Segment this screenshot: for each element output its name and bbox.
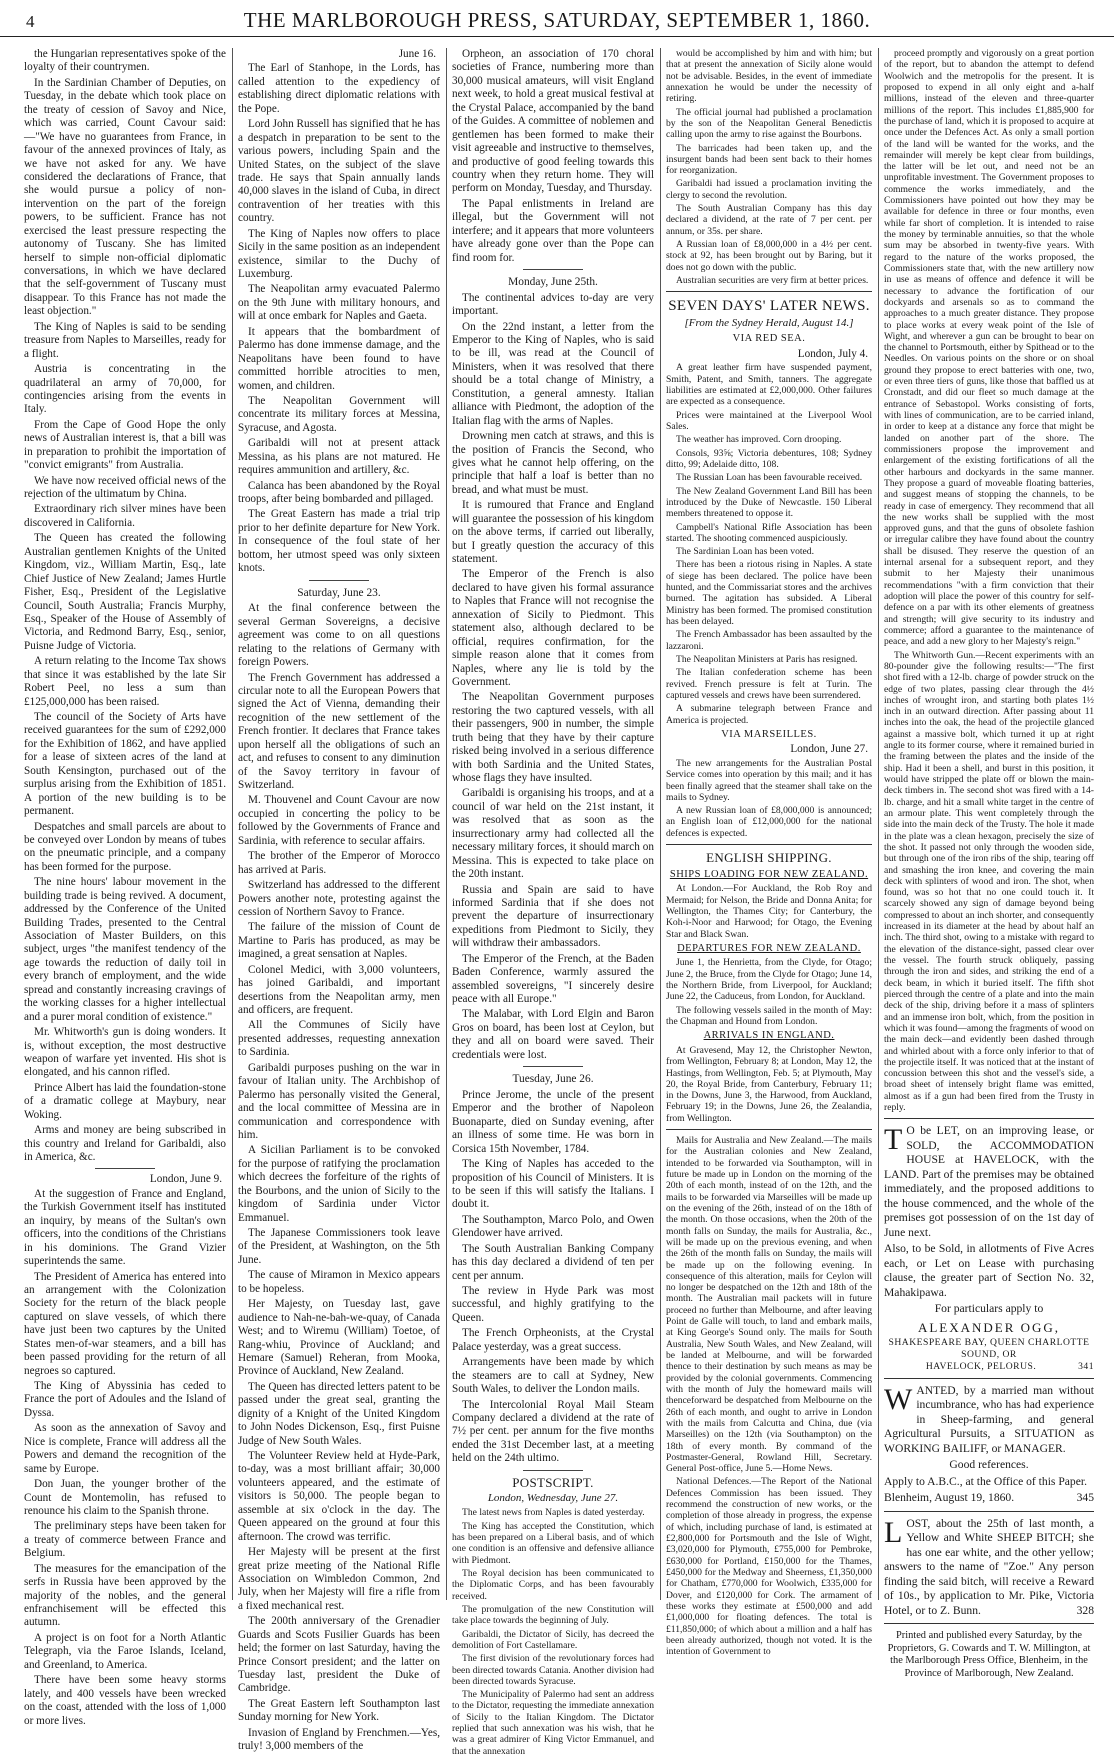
article-paragraph: The council of the Society of Arts have received guarantees for the sum of £292,000 for the Exhibition of 1862, and have applied for a lease of sixteen acres of the land at South Kensington, purchased out of the surplus arising from the Exhibition of 1851. A portion of the new building is to be permanent.: [24, 711, 226, 818]
article-paragraph: Garibaldi is organising his troops, and at a council of war held on the 21st instant, it was resolved that as soon as the insurrectionary army had collected all the necessary military forces, it should march on Messina. This is expected to take place on the 20th instant.: [452, 787, 654, 881]
article-paragraph: It is rumoured that France and England will guarantee the possession of his kingdom on the above terms, if carried out liberally, but I greatly question the accuracy of this statement.: [452, 499, 654, 565]
article-paragraph: Drowning men catch at straws, and this is the position of Francis the Second, who gives what he cannot help offering, on the principle that half a loaf is better than no bread, and what must be must.: [452, 430, 654, 496]
article-paragraph: Mr. Whitworth's gun is doing wonders. It is, without exception, the most destructive weapon of warfare yet invented. His shot is elongated, and his cannon rifled.: [24, 1026, 226, 1079]
advertisement-lost-sheep-bitch: [884, 1517, 1094, 1618]
article-paragraph: The 200th anniversary of the Grenadier Guards and Scots Fusilier Guards has been held; the former on last Saturday, having the Prince Consort president; and the latter on Tuesday last, president the Duke of Cambridge.: [238, 1615, 440, 1695]
article-paragraph: Invasion of England by Frenchmen.—Yes, truly! 3,000 members of the: [238, 1726, 440, 1753]
article-paragraph: Despatches and small parcels are about to be conveyed over London by means of tubes on the pneumatic principle, and a company has been formed for the purpose.: [24, 820, 226, 873]
article-paragraph: The Neapolitan Ministers at Paris has resigned.: [676, 653, 858, 665]
divider: [666, 291, 872, 292]
column-3: [452, 48, 654, 1757]
article-paragraph: The South Australian Banking Company has this day declared a dividend of ten per cent per annum.: [452, 1242, 654, 1282]
dateline: Monday, June 25th.: [508, 276, 598, 288]
divider: [523, 269, 583, 270]
subheading: SHIPS LOADING FOR NEW ZEALAND.: [669, 868, 869, 880]
column-5: [884, 48, 1094, 1679]
article-paragraph: The Intercolonial Royal Mail Steam Company declared a dividend at the rate of 7½ per cent. per annum for the five months ended the 31st December last, at a meeting held on the 24th ultimo.: [452, 1398, 654, 1465]
ad-text: OST, about the 25th of last month, a Yellow and White SHEEP BITCH; she has one ear white, and the other yellow; answers to the name of "Zoe." Any person finding the said bitch, will receive a Reward of 10s., by application to Mr. Pike, Victoria Hotel, or to Z. Bunn.: [884, 1516, 1094, 1617]
article-paragraph: Prince Albert has laid the foundation-stone of a dramatic college at Maybury, near Woking.: [24, 1081, 226, 1121]
article-paragraph: At the final conference between the several German Sovereigns, a decisive agreement was come to on all questions relating to the relations of Germany with foreign Powers.: [238, 602, 440, 669]
article-paragraph: A submarine telegraph between France and America is projected.: [666, 703, 872, 726]
ad-text: O be LET, on an improving lease, or SOLD, the ACCOMMODATION HOUSE at HAVELOCK, with the LAND. Part of the premises may be obtained immediately, and the proposed additions to the house commenced, and the whole of the premises got possession of on the 1st day of June next.: [884, 1124, 1094, 1239]
article-paragraph: National Defences.—The Report of the National Defences Commission has been issued. They recommend the construction of new works, or the completion of those already in progress, the expense of which, including purchase of land, is estimated at £2,800,000 for Portsmouth and the Isle of Wight, £3,020,000 for Plymouth, £755,000 for Pembroke, £630,000 for Portland, £150,000 for the Thames, £450,000 for the Medway and Sheerness, £1,350,000 for Chatham, £770,000 for Woolwich, £335,000 for Dover, and £120,000 for Cork. The armament of these works they estimate at £500,000 and add £1,000,000 for floating defences. The total is £11,850,000; of which about a million and a half has been already authorized, though not voted. It is the intention of Government to: [666, 1476, 872, 1658]
article-paragraph: A return relating to the Income Tax shows that since it was established by the late Sir Robert Peel, no less a sum than £125,000,000 has been raised.: [24, 655, 226, 708]
dateline: London, Wednesday, June 27.: [487, 1492, 619, 1505]
column-rule: [878, 48, 879, 1600]
section-heading: ENGLISH SHIPPING.: [706, 850, 832, 866]
article-paragraph: The Neapolitan Government purposes restoring the two captured vessels, with all their passengers, 900 in number, the simple truth being that they have by their capture risked being involved in a serious difference with both Sardinia and the United States, whose flags they have insulted.: [452, 691, 654, 784]
article-paragraph: Garibaldi will not at present attack Messina, as his plans are not matured. He requires ammunition and artillery, &c.: [238, 437, 440, 477]
advertisement-wanted-bailiff: [884, 1384, 1094, 1506]
article-paragraph: Consols, 93⅝; Victoria debentures, 108; Sydney ditto, 99; Adelaide ditto, 108.: [666, 447, 872, 470]
article-paragraph: Calanca has been abandoned by the Royal troops, after being bombarded and pillaged.: [238, 479, 440, 505]
divider: [884, 1623, 1094, 1624]
article-paragraph: The Malabar, with Lord Elgin and Baron Gros on board, has been lost at Ceylon, but they and all on board were saved. Their credentials were lost.: [452, 1008, 654, 1061]
printer-imprint: Printed and published every Saturday, by the Proprietors, G. Cowards and T. W. Millington, at the Marlborough Press Office, Blenheim, in the Province of Marlborough, New Zealand.: [887, 1630, 1091, 1679]
article-paragraph: The Great Eastern has made a trial trip prior to her definite departure for New York. In consequence of the foul state of her bottom, her utmost speed was only sixteen knots.: [238, 508, 440, 575]
article-paragraph: The French Orpheonists, at the Crystal Palace yesterday, was a great success.: [452, 1327, 654, 1353]
article-paragraph: Mails for Australia and New Zealand.—The mails for the Australian colonies and New Zealand, intended to be forwarded via Southampton, will in future be made up in London on the morning of the 20th of each month, instead of on the 12th, and the mails to be forwarded via Marseilles will be made up on the evening of the 26th, instead of on the 18th of the month. On those occasions, when the 20th of the month falls on Sunday, the mails for Australia, &c., will be made up on the previous evening, and when the 26th of the month falls on Sunday, the mails will be made up on the following evening. In consequence of this alteration, mails for Ceylon will no longer be despatched on the 12th and 18th of the month. The Australian mail packets will in future proceed no further than Melbourne, and after leaving Point de Galle will touch, to land and embark mails, at King George's Sound only. The mails for South Australia, New South Wales, and New Zealand, will be landed at Melbourne, and will be forwarded thence to their destination by such means as may be provided by the colonial governments. Commencing with the month of July the homeward mails will thenceforward be despatched from Melbourne on the 26th of each month, and ought to arrive in London with the mails from Calcutta and China, due (via Marseilles) on the 12th (via Southampton) on the 18th of every month. By command of the Postmaster-General, Rowland Hill, Secretary. General Post-office, June 5.—Home News.: [666, 1135, 872, 1475]
dropcap: T: [884, 1123, 903, 1157]
advertiser-address: [884, 1361, 1094, 1373]
dropcap: W: [884, 1382, 913, 1416]
ad-text: Apply to A.B.C., at the Office of this Paper.: [884, 1474, 1087, 1488]
divider: [666, 1129, 872, 1130]
subheading: ARRIVALS IN ENGLAND.: [703, 1030, 835, 1042]
article-paragraph: Garibaldi had issued a proclamation inviting the clergy to second the revolution.: [666, 178, 872, 201]
article-paragraph: The failure of the mission of Count de Martine to Paris has produced, as may be imagined, a great sensation at Naples.: [238, 921, 440, 961]
article-paragraph: Garibaldi, the Dictator of Sicily, has decreed the demolition of Fort Castellamare.: [452, 1628, 654, 1651]
subheading: VIA RED SEA.: [732, 333, 806, 345]
divider: [884, 1511, 1094, 1512]
article-paragraph: Prince Jerome, the uncle of the present Emperor and the brother of Napoleon Buonaparte, died on Sunday evening, after an illness of some time. He was born in Corsica 15th November, 1784.: [452, 1088, 654, 1155]
article-paragraph: Switzerland has addressed to the different Powers another note, protesting against the cession of Northern Savoy to France.: [238, 879, 440, 918]
article-paragraph: The Neapolitan Government will concentrate its military forces at Messina, Syracuse, and Agosta.: [238, 394, 440, 434]
address-line: HAVELOCK, PELORUS.: [925, 1360, 1037, 1372]
dateline: London, June 9.: [149, 1173, 222, 1186]
article-paragraph: The King has accepted the Constitution, which has been prepared on a Liberal basis, and of which one condition is an offensive and defensive alliance with Piedmont.: [452, 1520, 654, 1566]
article-paragraph: The Whitworth Gun.—Recent experiments with an 80-pounder give the following results:—"The first shot fired with a 12-lb. charge of powder struck on the edge of two plates, passing clear through the 4½ inches of wrought iron, and starting both plates 1½ inch in an outward direction. After passing about 11 inches into the oak, the head of the projectile glanced against a massive bolt, which turned it up at right angle to its former course, where it remained buried in the framing between the plates and the inside of the ship. Had it been a shell, and burst in this position, it would have stripped the plate off or blown the main-deck timbers in. The second shot was fired with a 14-lb. charge, and hit a small white target in the centre of an armour plate. This went completely through the side into the main deck of the Trusty. The hole it made in the plate was a clean hexagon, precisely the size of the shot. It passed not only through the wooden side, but through one of the iron ribs of the ship, tearing off and smashing the iron knee, and covering the main deck with splinters of wood and iron. The shot, when found, was so hot that no one could touch it. It scarcely showed any sign of damage beyond being compressed to about an inch shorter, and consequently increased in its diameter at the head by about half an inch. The third shot, owing to a mistake with regard to the elevation of the distance-sight, passed clear over the vessel. The fourth struck obliquely, passing through the iron and sides, and striking the end of a deck beam, in which it buried itself. The fifth shot pierced through the centre of a plate and into the main deck of the ship, driving before it a mass of splinters and an immense iron bolt, which, from the position in which it was found—among the fragments of wood on the main deck—and evidently been dashed through and whirled about with a force only inferior to that of the projectile itself. It was noticed that at the instant of concussion between this shot and the vessel's side, a broad sheet of intensely bright flame was emitted, almost as if a gun had been fired from the Trusty in reply.: [884, 649, 1094, 1114]
ad-reference-number: 328: [1076, 1603, 1094, 1617]
article-paragraph: The King of Abyssinia has ceded to France the port of Adoules and the Island of Dyssa.: [24, 1380, 226, 1419]
subheading: VIA MARSEILLES.: [721, 728, 817, 740]
article-paragraph: The first division of the revolutionary forces had been directed towards Catania. Another division had been directed towards Syracuse.: [452, 1653, 654, 1687]
article-paragraph: Russia and Spain are said to have informed Sardinia that if she does not prevent the departure of insurrectionary expeditions from Piedmont to Sicily, they will withdraw their ambassadors.: [452, 883, 654, 950]
article-paragraph: A new Russian loan of £8,000,000 is announced; an English loan of £12,000,000 for the national defences is expected.: [666, 805, 872, 839]
article-paragraph: The Queen has created the following Australian gentlemen Knights of the United Kingdom, viz., William Martin, Esq., late Chief Justice of New Zealand; James Hurtle Fisher, Esq., President of the Legislative Council, South Australia; Francis Murphy, Esq., Speaker of the House of Assembly of Victoria, and Redmond Barry, Esq., senior, Puisne Judge of Victoria.: [24, 532, 226, 652]
article-paragraph: A Russian loan of £8,000,000 in a 4½ per cent. stock at 92, has been brought out by Baring, but it does not go down with the public.: [666, 239, 872, 273]
article-paragraph: The Emperor of the French, at the Baden Baden Conference, warmly assured the assembled sovereigns, "I sincerely desire peace with all Europe.": [452, 952, 654, 1005]
article-paragraph: Arms and money are being subscribed in this country and Ireland for Garibaldi, also in America, &c.: [24, 1124, 226, 1163]
article-paragraph: The barricades had been taken up, and the insurgent bands had been sent back to their homes for reorganization.: [666, 142, 872, 177]
article-paragraph: Lord John Russell has signified that he has a despatch in preparation to be sent to the various powers, including Spain and the United States, on the subject of the slave trade. He says that Spain annually lands 40,000 slaves in the island of Cuba, in direct contravention of her treaties with this country.: [238, 118, 440, 225]
article-paragraph: The nine hours' labour movement in the building trade is being revived. A document, addressed by the Conference of the United Building Trades, presented to the Central Association of Master Builders, on this subject, urges "the manifest tendency of the age towards the reduction of daily toil in every branch of employment, and the wide spread and constantly increasing cravings of the working classes for a higher intellectual and a purer moral condition of existence.": [24, 876, 226, 1023]
article-paragraph: The Earl of Stanhope, in the Lords, has called attention to the expediency of establishing direct diplomatic relations with the Pope.: [238, 62, 440, 115]
article-paragraph: The review in Hyde Park was most successful, and highly gratifying to the Queen.: [452, 1285, 654, 1324]
article-paragraph: There have been some heavy storms lately, and 400 vessels have been wrecked on the coast, attended with the loss of 1,000 or more lives.: [24, 1674, 226, 1727]
article-paragraph: The New Zealand Government Land Bill has been introduced by the Duke of Newcastle. 150 Liberal members threatened to oppose it.: [666, 485, 872, 520]
article-paragraph: The King of Naples is said to be sending treasure from Naples to Marseilles, ready for a flight.: [24, 320, 226, 360]
article-paragraph: Extraordinary rich silver mines have been discovered in California.: [24, 503, 226, 529]
newspaper-title: THE MARLBOROUGH PRESS, SATURDAY, SEPTEMBER 1, 1860.: [243, 8, 871, 32]
article-paragraph: The South Australian Company has this day declared a dividend, at the rate of 7 per cent. per annum, or 35s. per share.: [666, 203, 872, 237]
article-paragraph: the Hungarian representatives spoke of the loyalty of their countrymen.: [24, 48, 226, 74]
divider: [309, 580, 369, 581]
article-paragraph: The Emperor of the French is also declared to have given his formal assurance to Naples that France will not recognise the annexation of Sicily to Piedmont. This statement also, although declared to be official, requires confirmation, for the simple reason alone that it comes from Naples, where any lie is told by the Government.: [452, 568, 654, 688]
article-paragraph: Colonel Medici, with 3,000 volunteers, has joined Garibaldi, and important desertions from the Neapolitan army, men and officers, are frequent.: [238, 963, 440, 1016]
article-paragraph: The promulgation of the new Constitution will take place towards the beginning of July.: [452, 1603, 654, 1627]
advertisement-accommodation-house: [884, 1124, 1094, 1373]
article-paragraph: There has been a riotous rising in Naples. A state of siege has been declared. The police have been hunted, and the Commissariat stores and the archives burned. The agitation has subsided. A Liberal Ministry has been formed. The promised constitution has been delayed.: [666, 559, 872, 628]
ad-text: Good references.: [949, 1458, 1029, 1472]
article-paragraph: The Volunteer Review held at Hyde-Park, to-day, was a most brilliant affair; 30,000 volunteers appeared, and the estimate of visitors is 50,000. The people began to assemble at six o'clock in the day. The Queen appeared on the ground at four this afternoon. The crowd was terrific.: [238, 1450, 440, 1543]
source-line: [From the Sydney Herald, August 14.]: [684, 317, 854, 330]
article-paragraph: The King of Naples has acceded to the proposition of his Council of Ministers. It is to be seen if this will satisfy the Italians. I doubt it.: [452, 1158, 654, 1211]
article-paragraph: The Municipality of Palermo had sent an address to the Dictator, requesting the immediate annexation of Sicily to the Italian Kingdom. The Dictator replied that such annexation was his wish, that he was a great admirer of King Victor Emmanuel, and that the annexation: [452, 1689, 654, 1757]
column-1: [24, 48, 226, 1727]
divider: [884, 1118, 1094, 1119]
article-paragraph: The French Ambassador has been assaulted by the lazzaroni.: [666, 629, 872, 652]
article-paragraph: A great leather firm have suspended payment, Smith, Patent, and Smith, tanners. The aggregate liabilities are estimated at £2,000,000. Other failures are expected as a consequence.: [666, 362, 872, 408]
article-paragraph: The Great Eastern left Southampton last Sunday morning for New York.: [238, 1697, 440, 1724]
article-paragraph: It appears that the bombardment of Palermo has done immense damage, and the Neapolitans have been found to have committed horrible atrocities to men, women, and children.: [238, 325, 440, 392]
article-paragraph: The Neapolitan army evacuated Palermo on the 9th June with military honours, and will at once embark for Naples and Gaeta.: [238, 283, 440, 323]
advertiser-name: ALEXANDER OGG,: [917, 1319, 1061, 1335]
article-paragraph: The latest news from Naples is dated yesterday.: [462, 1507, 645, 1519]
article-paragraph: Don Juan, the younger brother of the Count de Montemolin, has refused to renounce his claim to the Spanish throne.: [24, 1478, 226, 1517]
article-paragraph: The Japanese Commissioners took leave of the President, at Washington, on the 5th June.: [238, 1227, 440, 1266]
column-4: [666, 48, 872, 1658]
article-paragraph: The King of Naples now offers to place Sicily in the same position as an independent existence, similar to the Duchy of Luxemburg.: [238, 227, 440, 280]
dropcap: L: [884, 1515, 903, 1549]
ad-text: Also, to be Sold, in allotments of Five Acres each, or Let on Lease with purchasing clause, the greater part of Section No. 32, Mahakipawa.: [884, 1242, 1094, 1299]
article-paragraph: The preliminary steps have been taken for a treaty of commerce between France and Belgium.: [24, 1520, 226, 1560]
dateline: Tuesday, June 26.: [512, 1073, 594, 1086]
dateline: June 16.: [398, 48, 436, 60]
article-paragraph: At Gravesend, May 12, the Christopher Newton, from Wellington, February 8; at London, May 12, the Hastings, from Wellington, Feb. 5; at Plymouth, May 20, the Royal Bride, from Canterbury, February 11; in the Downs, June 3, the Harwood, from Auckland, February 19; in the Downs, June 26, the Zealandia, from Wellington.: [666, 1044, 872, 1124]
article-paragraph: Orpheon, an association of 170 choral societies of France, numbering more than 30,000 musical amateurs, will visit England next week, to hold a great musical festival at the Crystal Palace, accompanied by the band of the Guides. A committee of noblemen and gentlemen has been formed to make their visit agreeable and instructive to themselves, and productive of good feeling towards this country when they return home. They will perform on Monday, Tuesday, and Thursday.: [452, 48, 654, 195]
dateline: London, June 27.: [790, 743, 868, 756]
article-paragraph: Austria is concentrating in the quadrilateral an army of 70,000, for contingencies arising from the events in Italy.: [24, 363, 226, 416]
article-paragraph: All the Communes of Sicily have presented addresses, requesting annexation to Sardinia.: [238, 1019, 440, 1059]
article-paragraph: The Italian confederation scheme has been revived. French pressure is felt at Turin. The captured vessels and crews have been surrendered.: [666, 667, 872, 701]
divider: [523, 1470, 583, 1471]
article-paragraph: The continental advices to-day are very important.: [452, 291, 654, 318]
article-paragraph: The Sardinian Loan has been voted.: [676, 546, 814, 558]
article-paragraph: The new arrangements for the Australian Postal Service comes into operation by this mail; and it has been finally agreed that the steamer shall take on the mails to Sydney.: [666, 757, 872, 803]
article-paragraph: The Russian Loan has been favourable received.: [676, 472, 863, 484]
divider: [523, 1066, 583, 1067]
article-paragraph: The cause of Miramon in Mexico appears to be hopeless.: [238, 1269, 440, 1295]
article-paragraph: The brother of the Emperor of Morocco has arrived at Paris.: [238, 850, 440, 876]
section-heading: SEVEN DAYS' LATER NEWS.: [668, 298, 870, 315]
article-paragraph: The Royal decision has been communicated to the Diplomatic Corps, and has been favourably received.: [452, 1568, 654, 1602]
article-paragraph: Prices were maintained at the Liverpool Wool Sales.: [666, 409, 872, 433]
article-paragraph: A Sicilian Parliament is to be convoked for the purpose of ratifying the proclamation which decrees the forfeiture of the rights of the Bourbons, and the union of Sicily to the kingdom of Sardinia under Victor Emmanuel.: [238, 1144, 440, 1224]
article-paragraph: M. Thouvenel and Count Cavour are now occupied in concerting the policy to be followed by the Governments of France and Sardinia, with reference to secular affairs.: [238, 794, 440, 847]
article-paragraph: From the Cape of Good Hope the only news of Australian interest is, that a bill was in preparation to prohibit the importation of "convict emigrants" from Australia.: [24, 418, 226, 472]
ad-text: For particulars apply to: [934, 1302, 1044, 1316]
advertiser-address: SHAKESPEARE BAY, QUEEN CHARLOTTE SOUND, OR: [888, 1336, 1090, 1360]
article-paragraph: The weather has improved. Corn drooping.: [676, 434, 842, 446]
article-paragraph: A project is on foot for a North Atlantic Telegraph, via the Faroe Islands, Iceland, and Greenland, to America.: [24, 1631, 226, 1671]
article-paragraph: The Southampton, Marco Polo, and Owen Glendower have arrived.: [452, 1213, 654, 1240]
article-paragraph: At the suggestion of France and England, the Turkish Government itself has instituted an inquiry, by means of the Sultan's own officers, into the conditions of the Christians in his dominions. The Grand Vizier superintends the same.: [24, 1187, 226, 1268]
divider: [884, 1378, 1094, 1379]
article-paragraph: The Queen has directed letters patent to be passed under the great seal, granting the dignity of a Knight of the United Kingdom to John Nodes Dickenson, Esq., first Puisne Judge of New South Wales.: [238, 1380, 440, 1447]
article-paragraph: Campbell's National Rifle Association has been started. The shooting commenced auspiciously.: [666, 521, 872, 544]
article-paragraph: We have now received official news of the rejection of the ultimatum by China.: [24, 474, 226, 500]
article-paragraph: The French Government has addressed a circular note to all the European Powers that signed the Act of Vienna, demanding their recognition of the new settlement of the French frontier. It declares that France takes upon herself all the obligations of such an act, and refuses to consent to any diminution of the Savoy territory in favour of Switzerland.: [238, 671, 440, 791]
article-paragraph: June 1, the Henrietta, from the Clyde, for Otago; June 2, the Bruce, from the Clyde for Otago; June 14, the Northern Bride, from Liverpool, for Auckland; June 22, the Caduceus, from London, for Auckland.: [666, 957, 872, 1003]
ad-reference-number: 341: [1078, 1360, 1094, 1372]
article-paragraph: The President of America has entered into an arrangement with the Colonization Society for the return of the black people captured on slave vessels, of which there have just been two captures by the United States men-of-war steamers, and a bill has been passed providing for the return of all negroes so captured.: [24, 1270, 226, 1377]
article-paragraph: Her Majesty will be present at the first great prize meeting of the National Rifle Association on Wimbledon Common, 2nd July, when her Majesty will fire a rifle from a fixed mechanical rest.: [238, 1546, 440, 1612]
ad-text: ANTED, by a married man without incumbrance, who has had experience in Sheep-farming, and general Agricultural Pursuits, a SITUATION as WORKING BAILIFF, or MANAGER.: [884, 1383, 1094, 1455]
divider: [95, 1168, 155, 1169]
ad-reference-number: 345: [1076, 1491, 1094, 1505]
dateline: Saturday, June 23.: [297, 586, 381, 599]
article-paragraph: Garibaldi purposes pushing on the war in favour of Italian unity. The Archbishop of Palermo has personally visited the General, and the local committee of Messina are in communication and correspondence with him.: [238, 1061, 440, 1141]
article-paragraph: would be accomplished by him and with him; but that at present the annexation of Sicily alone would not be advisable. Besides, in the event of immediate annexation he would be under the necessity of retiring.: [666, 48, 872, 105]
column-rule: [660, 48, 661, 1600]
article-paragraph: As soon as the annexation of Savoy and Nice is complete, France will address all the Powers and demand the recognition of the same by Europe.: [24, 1422, 226, 1475]
masthead: [0, 6, 1114, 37]
postscript-heading: POSTSCRIPT.: [512, 1474, 594, 1490]
article-paragraph: Arrangements have been made by which the steamers are to call at Sydney, New South Wales, to deliver the London mails.: [452, 1356, 654, 1396]
article-paragraph: The measures for the emancipation of the serfs in Russia have been approved by the majority of the nobles, and the general enfranchisement will be effected this autumn.: [24, 1562, 226, 1629]
column-2: [238, 48, 440, 1753]
article-paragraph: At London.—For Auckland, the Rob Roy and Mermaid; for Nelson, the Bride and Donna Anita; for Wellington, the Thames City; for Canterbury, the Koh-i-Noor and Harwood; for Otago, the Evening Star and Black Swan.: [666, 883, 872, 940]
article-paragraph: Her Majesty, on Tuesday last, gave audience to Nah-ne-bah-we-quay, of Canada West; and to Wiremu (William) Toetoe, of Rang-whiu, Province of Auckland; and Hemare (Samuel) Reheran, from Mooka, Province of Auckland, New Zealand.: [238, 1298, 440, 1378]
column-rule: [232, 48, 233, 1600]
article-paragraph: Australian securities are very firm at better prices.: [676, 274, 869, 286]
ad-place-date: Blenheim, August 19, 1860.: [884, 1491, 1015, 1505]
subheading: DEPARTURES FOR NEW ZEALAND.: [677, 942, 861, 954]
article-paragraph: In the Sardinian Chamber of Deputies, on Tuesday, in the debate which took place on the treaty of cession of Savoy and Nice, which was carried, Count Cavour said:—"We have no guarantees from France, in favour of the annexed provinces of Italy, as we have not asked for any. We have considered the declarations of France, that she would pursue a policy of non-intervention on the part of the foreign powers, to be sufficient. France has not exercised the least pressure respecting the autonomy of Tuscany. She has limited herself to simple non-official diplomatic conversations, in which we have declared that the self-government of Tuscany must disappear. To this France has not made the least objection.": [24, 76, 226, 318]
dateline: London, July 4.: [797, 348, 868, 361]
article-paragraph: On the 22nd instant, a letter from the Emperor to the King of Naples, who is said to be ill, was read at the Council of Ministers, when it was resolved that there should be a total change of Ministry, a Constitution, a general amnesty. Italian alliance with Piedmont, the adoption of the Italian flag with the arms of Naples.: [452, 320, 654, 427]
column-rule: [446, 48, 447, 1600]
page-number: 4: [26, 12, 35, 31]
article-paragraph: The Papal enlistments in Ireland are illegal, but the Government will not interfere; and it appears that more volunteers have already gone over than the Pope can find room for.: [452, 197, 654, 264]
article-paragraph: proceed promptly and vigorously on a great portion of the report, but to abandon the attempt to defend Woolwich and the metropolis for the present. It is proposed to expend in all only eight and a-half millions, instead of the eleven and three-quarter millions of the report. This includes £1,885,900 for the purchase of land, which it is proposed to acquire at once under the Defences Act. As only a small portion of the land will be wanted for the works, and the remainder will merely be kept clear from buildings, the latter will be let out, and need not be an unprofitable investment. The Government proposes to commence the works immediately, and the Commissioners have pointed out how they may be available for defence in three or four months, even while far short of completion. It is intended to raise the money by terminable annuities, so that the whole sum may be absorbed in twenty-five years. With regard to the nature of the works proposed, the Commissioners state that, with the new artillery now in use as means of offence and defence it will be necessary to advance the fortification of our dockyards and arsenals so as to command the approaches to a much greater distance. They propose to place works at every weak point of the Isle of Wight, and wherever a gun can be brought to bear on the channel to Portsmouth, either by Spithead or to the Needles. On various points on the shore or on shoal ground they propose to erect batteries with one, two, or even three tiers of guns, like those that baffled us at Cronstadt, and did our fleet so much damage at the entrance of Sebastopol. Works consisting of forts, with lines of communication, are to be carried inland, in order to keep at a distance any force that might be landed on another part of the shore. The commissioners propose the improvement and enlargement of the existing fortifications of all the other harbours and dockyards in the same manner. They propose a guard of moveable floating batteries, and suggest means of stopping the channels, to be ready in case of emergency. They recommend that all the new works shall be supplied with the most approved guns, and that the guns of obsolete fashion or irregular calibre they have found about the country shall be disused. They reserve the question of an internal arsenal for a subsequent report, and they submit to her Majesty their unanimous recommendations "with a firm conviction that their adoption will place the power of this country for self-defence on a par with its other elements of greatness and strength; will give security to its industry and commerce; afford a guarantee to the maintenance of peace, and add a new glory to her Majesty's reign.": [884, 48, 1094, 648]
ad-text: [884, 1491, 1094, 1505]
divider: [666, 844, 872, 845]
article-paragraph: The following vessels sailed in the month of May: the Chapman and Hound from London.: [666, 1004, 872, 1027]
article-paragraph: The official journal had published a proclamation by the son of the Neapolitan General Benedictis calling upon the army to rise against the Bourbons.: [666, 106, 872, 141]
